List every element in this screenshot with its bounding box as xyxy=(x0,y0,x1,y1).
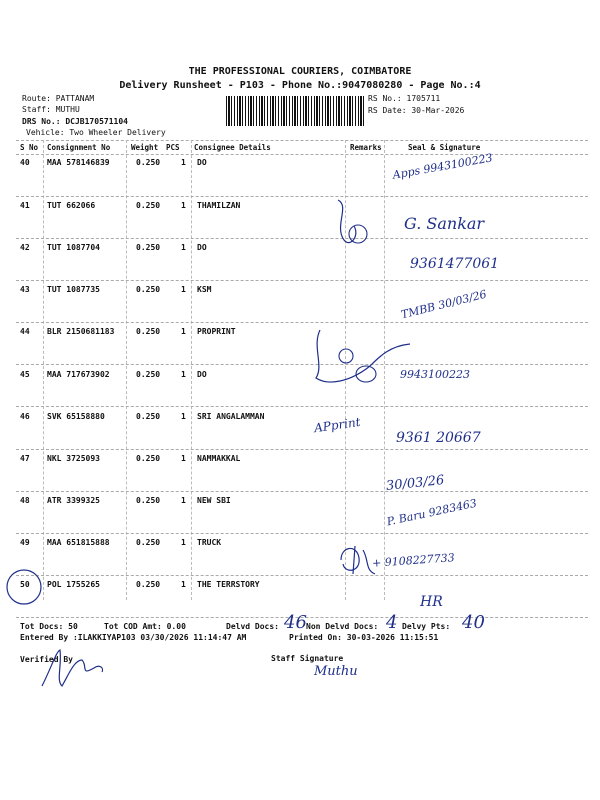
total-cod: Tot COD Amt: 0.00 xyxy=(104,622,186,631)
table-row xyxy=(16,480,588,522)
row-pcs: 1 xyxy=(181,285,186,294)
route-label: Route: PATTANAM xyxy=(22,94,95,103)
row-consignment: NKL 3725093 xyxy=(47,454,100,463)
row-weight: 0.250 xyxy=(136,412,161,421)
staff-label: Staff: MUTHU xyxy=(22,105,80,114)
row-weight: 0.250 xyxy=(136,285,161,294)
row-details: THAMILZAN xyxy=(197,201,241,210)
table-row xyxy=(16,185,588,227)
barcode xyxy=(226,96,366,126)
row-sno: 41 xyxy=(20,201,30,210)
delivered-docs-label: Delvd Docs: xyxy=(226,622,279,631)
row-details: DO xyxy=(197,158,207,167)
signature-row-48: P. Baru 9283463 xyxy=(385,496,478,529)
table-row xyxy=(16,311,588,353)
row-details: DO xyxy=(197,370,207,379)
row-consignment: MAA 651815888 xyxy=(47,538,110,547)
phone-row-50: + 9108227733 xyxy=(371,551,456,570)
row-details: TRUCK xyxy=(197,538,222,547)
row-pcs: 1 xyxy=(181,370,186,379)
row-sno: 42 xyxy=(20,243,30,252)
delivery-points-label: Delvy Pts: xyxy=(402,622,451,631)
table-row xyxy=(16,438,588,480)
table-row xyxy=(16,564,588,606)
drs-number: DRS No.: DCJB170571104 xyxy=(22,117,128,126)
signature-row-41: G. Sankar xyxy=(404,214,485,233)
col-details: Consignee Details xyxy=(194,143,271,152)
signature-scribble-50 xyxy=(335,540,380,580)
row-weight: 0.250 xyxy=(136,496,161,505)
printed-on: Printed On: 30-03-2026 11:15:51 xyxy=(289,633,439,642)
row-consignment: BLR 2150681183 xyxy=(47,327,115,336)
vehicle-label: Vehicle: Two Wheeler Delivery xyxy=(26,128,166,137)
row-consignment: POL 1755265 xyxy=(47,580,100,589)
delivered-docs-count: 46 xyxy=(284,612,307,633)
col-sno: S No xyxy=(20,143,39,152)
verified-signature-scribble xyxy=(38,646,108,692)
staff-signature-label: Staff Signature xyxy=(271,654,344,663)
col-pcs: PCS xyxy=(166,143,180,152)
row-weight: 0.250 xyxy=(136,370,161,379)
row-consignment: ATR 3399325 xyxy=(47,496,100,505)
row-details: NAMMAKKAL xyxy=(197,454,241,463)
non-delivered-docs-count: 4 xyxy=(386,612,398,633)
row-consignment: MAA 578146839 xyxy=(47,158,110,167)
table-row xyxy=(16,227,588,269)
company-title: THE PROFESSIONAL COURIERS, COIMBATORE xyxy=(188,66,412,77)
signature-row-50: HR xyxy=(420,594,443,610)
row-sno: 43 xyxy=(20,285,30,294)
table-row xyxy=(16,396,588,438)
row-consignment: SVK 65158880 xyxy=(47,412,105,421)
rs-number: RS No.: 1705711 xyxy=(368,94,441,103)
row-pcs: 1 xyxy=(181,580,186,589)
signature-row-40: Apps 9943100223 xyxy=(391,151,494,182)
rs-date: RS Date: 30-Mar-2026 xyxy=(368,106,465,115)
circle-mark xyxy=(4,568,44,608)
row-weight: 0.250 xyxy=(136,327,161,336)
row-details: DO xyxy=(197,243,207,252)
signature-scribble-45 xyxy=(310,326,420,396)
row-details: THE TERRSTORY xyxy=(197,580,260,589)
row-pcs: 1 xyxy=(181,454,186,463)
signature-row-47: 30/03/26 xyxy=(385,472,446,495)
row-sno: 46 xyxy=(20,412,30,421)
row-sno: 40 xyxy=(20,158,30,167)
row-pcs: 1 xyxy=(181,412,186,421)
row-details: PROPRINT xyxy=(197,327,236,336)
row-weight: 0.250 xyxy=(136,454,161,463)
row-details: SRI ANGALAMMAN xyxy=(197,412,265,421)
row-weight: 0.250 xyxy=(136,243,161,252)
row-pcs: 1 xyxy=(181,327,186,336)
col-consignment: Consignment No xyxy=(47,143,111,152)
staff-handwritten-signature: Muthu xyxy=(314,664,358,679)
row-weight: 0.250 xyxy=(136,538,161,547)
table-row xyxy=(16,354,588,396)
signature-row-45: 9943100223 xyxy=(400,368,470,381)
col-remarks: Remarks xyxy=(350,143,382,152)
row-consignment: TUT 662066 xyxy=(47,201,96,210)
row-sno: 50 xyxy=(20,580,30,589)
row-sno: 47 xyxy=(20,454,30,463)
verified-by-label: Verified By xyxy=(20,655,73,664)
row-pcs: 1 xyxy=(181,201,186,210)
row-consignment: MAA 717673902 xyxy=(47,370,110,379)
row-details: KSM xyxy=(197,285,212,294)
row-weight: 0.250 xyxy=(136,201,161,210)
table-row xyxy=(16,522,588,564)
entered-by: Entered By :ILAKKIYAP103 03/30/2026 11:14:47 AM xyxy=(20,633,247,642)
col-weight: Weight xyxy=(131,143,159,152)
row-pcs: 1 xyxy=(181,538,186,547)
signature-scribble-41 xyxy=(330,196,380,256)
row-sno: 48 xyxy=(20,496,30,505)
table-row xyxy=(16,142,588,184)
row-consignment: TUT 1087735 xyxy=(47,285,100,294)
col-seal: Seal & Signature xyxy=(408,143,481,152)
signature-row-46: APprint xyxy=(313,414,362,436)
table-row xyxy=(16,269,588,311)
row-pcs: 1 xyxy=(181,243,186,252)
phone-row-42: 9361477061 xyxy=(410,256,500,272)
row-details: NEW SBI xyxy=(197,496,231,505)
row-pcs: 1 xyxy=(181,158,186,167)
header-top-rule xyxy=(16,140,588,141)
row-weight: 0.250 xyxy=(136,580,161,589)
row-weight: 0.250 xyxy=(136,158,161,167)
row-consignment: TUT 1087704 xyxy=(47,243,100,252)
signature-row-43: TMBB 30/03/26 xyxy=(399,287,488,322)
row-sno: 45 xyxy=(20,370,30,379)
total-docs: Tot Docs: 50 xyxy=(20,622,78,631)
delivery-points-count: 40 xyxy=(462,612,485,633)
row-sno: 49 xyxy=(20,538,30,547)
phone-row-46: 9361 20667 xyxy=(396,430,481,446)
row-sno: 44 xyxy=(20,327,30,336)
non-delivered-docs-label: Non Delvd Docs: xyxy=(306,622,379,631)
row-pcs: 1 xyxy=(181,496,186,505)
runsheet-subtitle: Delivery Runsheet - P103 - Phone No.:9047080280 - Page No.:4 xyxy=(119,80,481,91)
